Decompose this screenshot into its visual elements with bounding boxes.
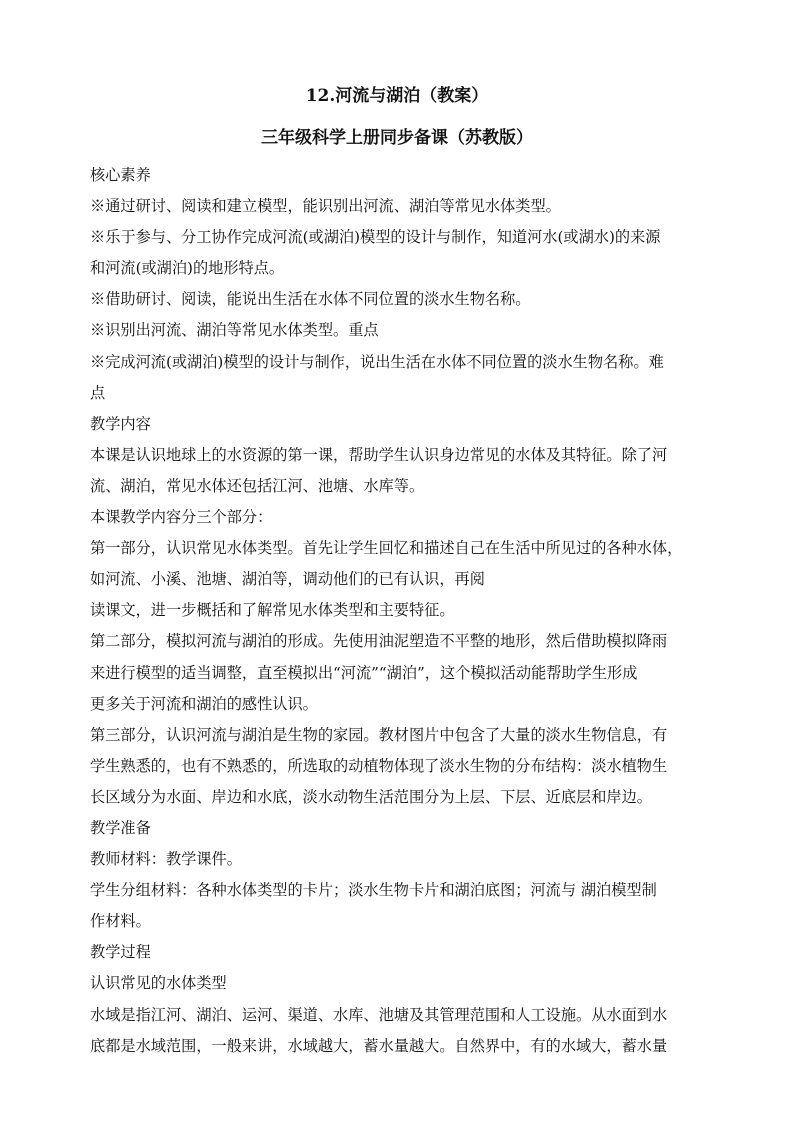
paragraph-line: 流、湖泊，常见水体还包括江河、池塘、水库等。 bbox=[90, 476, 425, 495]
paragraph-line: 底都是水域范围，一般来讲，水域越大，蓄水量越大。自然界中，有的水域大，蓄水量 bbox=[90, 1036, 668, 1055]
paragraph-line: 第二部分，模拟河流与湖泊的形成。先使用油泥塑造不平整的地形，然后借助模拟降雨 bbox=[90, 632, 668, 651]
document-subtitle: 三年级科学上册同步备课（苏教版） bbox=[261, 128, 533, 148]
paragraph-line: 和河流(或湖泊)的地形特点。 bbox=[90, 259, 285, 278]
paragraph-line: ※识别出河流、湖泊等常见水体类型。重点 bbox=[90, 321, 379, 340]
section-heading-teaching-process: 教学过程 bbox=[90, 943, 151, 962]
paragraph-line: ※借助研讨、阅读，能说出生活在水体不同位置的淡水生物名称。 bbox=[90, 290, 531, 309]
section-heading-teaching-content: 教学内容 bbox=[90, 414, 151, 433]
paragraph-line: 更多关于河流和湖泊的感性认识。 bbox=[90, 694, 318, 713]
paragraph-line: ※乐于参与、分工协作完成河流(或湖泊)模型的设计与制作，知道河水(或湖水)的来源 bbox=[90, 228, 661, 247]
paragraph-line: 学生分组材料：各种水体类型的卡片；淡水生物卡片和湖泊底图；河流与 湖泊模型制 bbox=[90, 881, 657, 900]
paragraph-line: 第一部分，认识常见水体类型。首先让学生回忆和描述自己在生活中所见过的各种水体， bbox=[90, 539, 683, 558]
section-heading-core-literacy: 核心素养 bbox=[90, 166, 151, 184]
paragraph-line: 水域是指江河、湖泊、运河、渠道、水库、池塘及其管理范围和人工设施。从水面到水 bbox=[90, 1005, 668, 1024]
paragraph-line: 作材料。 bbox=[90, 912, 151, 931]
paragraph-line: 来进行模型的适当调整，直至模拟出“河流”“湖泊”，这个模拟活动能帮助学生形成 bbox=[90, 663, 638, 682]
paragraph-line: 本课教学内容分三个部分： bbox=[90, 508, 273, 527]
paragraph-line: 本课是认识地球上的水资源的第一课，帮助学生认识身边常见的水体及其特征。除了河 bbox=[90, 445, 668, 464]
paragraph-line: 学生熟悉的，也有不熟悉的，所选取的动植物体现了淡水生物的分布结构：淡水植物生 bbox=[90, 756, 668, 775]
paragraph-line: 点 bbox=[90, 383, 106, 402]
paragraph-line: 长区域分为水面、岸边和水底，淡水动物生活范围分为上层、下层、近底层和岸边。 bbox=[90, 787, 652, 806]
paragraph-line: ※完成河流(或湖泊)模型的设计与制作，说出生活在水体不同位置的淡水生物名称。难 bbox=[90, 352, 664, 371]
subsection-heading: 认识常见的水体类型 bbox=[90, 974, 227, 993]
document-title: 12.河流与湖泊（教案） bbox=[305, 86, 489, 106]
paragraph-line: 第三部分，认识河流与湖泊是生物的家园。教材图片中包含了大量的淡水生物信息，有 bbox=[90, 725, 668, 744]
document-body bbox=[90, 160, 702, 1062]
paragraph-line: 读课文，进一步概括和了解常见水体类型和主要特征。 bbox=[90, 601, 455, 620]
section-heading-teaching-prep: 教学准备 bbox=[90, 818, 151, 837]
paragraph-line: 如河流、小溪、池塘、湖泊等，调动他们的已有认识，再阅 bbox=[90, 570, 485, 589]
paragraph-line: 教师材料：教学课件。 bbox=[90, 850, 242, 869]
paragraph-line: ※通过研讨、阅读和建立模型，能识别出河流、湖泊等常见水体类型。 bbox=[90, 197, 561, 216]
